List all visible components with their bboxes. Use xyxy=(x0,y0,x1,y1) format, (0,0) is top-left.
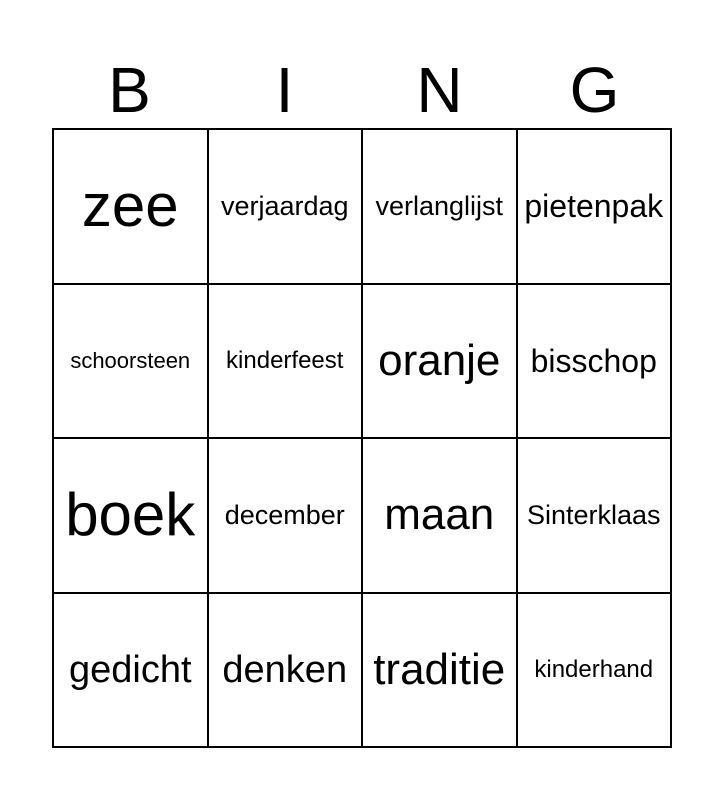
cell-word: boek xyxy=(65,481,196,549)
cell-word: pietenpak xyxy=(524,188,664,225)
header-letter-i: I xyxy=(275,54,294,126)
bingo-cell[interactable] xyxy=(209,130,364,285)
cell-word: oranje xyxy=(378,335,501,385)
bingo-cell[interactable] xyxy=(54,594,209,749)
bingo-cell[interactable] xyxy=(54,285,209,440)
header-letter-b: B xyxy=(108,54,151,126)
cell-word: gedicht xyxy=(68,648,192,691)
bingo-cell[interactable] xyxy=(363,439,518,594)
bingo-cell[interactable] xyxy=(209,439,364,594)
cell-word: bisschop xyxy=(530,342,657,379)
cell-word: december xyxy=(224,499,345,530)
cell-word: kinderfeest xyxy=(226,346,344,374)
cell-word: schoorsteen xyxy=(70,347,191,373)
bingo-header xyxy=(52,52,672,128)
header-letter-n: N xyxy=(416,54,463,126)
cell-word: maan xyxy=(384,490,495,540)
bingo-cell[interactable] xyxy=(518,439,673,594)
header-letter-g: G xyxy=(569,54,620,126)
bingo-cell[interactable] xyxy=(54,130,209,285)
cell-word: traditie xyxy=(373,644,506,694)
bingo-cell[interactable] xyxy=(54,439,209,594)
bingo-cell[interactable] xyxy=(363,594,518,749)
bingo-cell[interactable] xyxy=(209,594,364,749)
bingo-board xyxy=(52,128,672,748)
bingo-cell[interactable] xyxy=(363,130,518,285)
cell-word: Sinterklaas xyxy=(526,499,661,530)
bingo-cell[interactable] xyxy=(518,285,673,440)
cell-word: verlanglijst xyxy=(375,190,504,221)
cell-word: denken xyxy=(222,648,348,691)
bingo-cell[interactable] xyxy=(518,130,673,285)
cell-word: kinderhand xyxy=(534,655,654,683)
bingo-cell[interactable] xyxy=(518,594,673,749)
bingo-cell[interactable] xyxy=(209,285,364,440)
cell-word: verjaardag xyxy=(220,190,349,221)
bingo-cell[interactable] xyxy=(363,285,518,440)
cell-word: zee xyxy=(81,172,179,240)
